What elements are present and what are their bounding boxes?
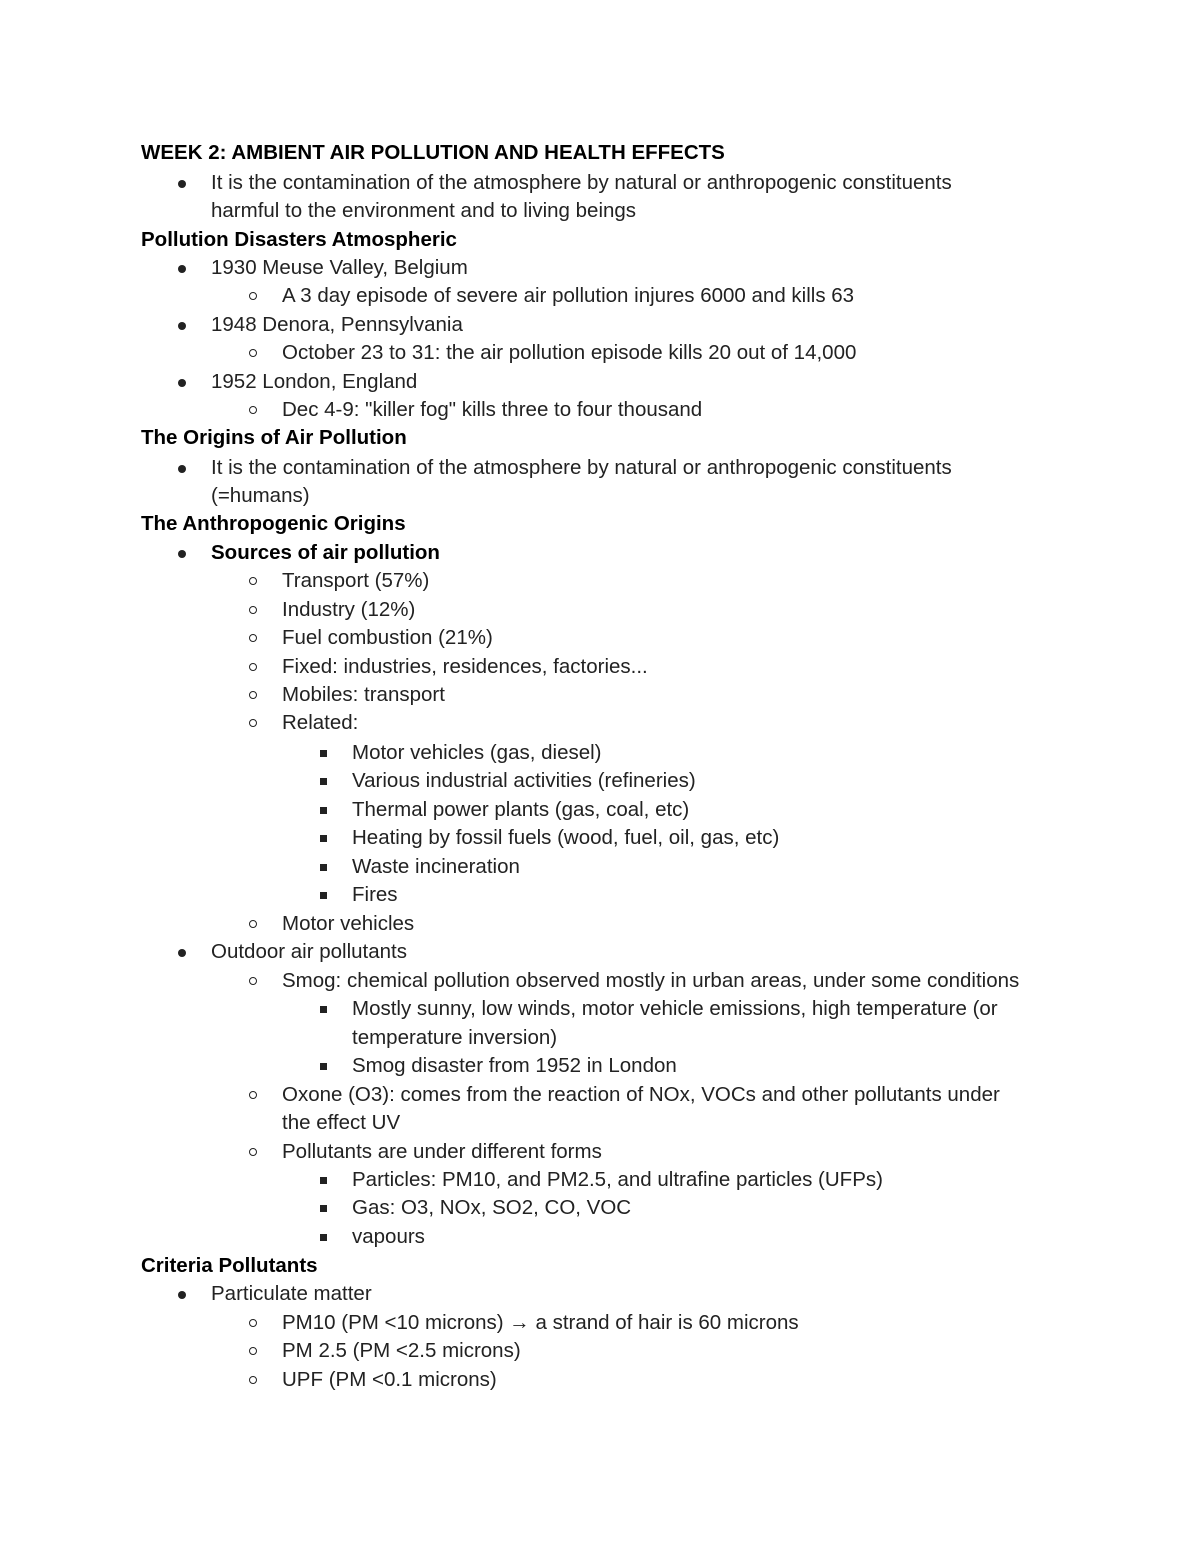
bullet-square (320, 1205, 327, 1212)
bullet-circle (249, 920, 257, 928)
bullet-circle (249, 691, 257, 699)
smog-detail: Smog disaster from 1952 in London (352, 1054, 677, 1077)
source-item: Fixed: industries, residences, factories... (282, 655, 648, 678)
source-item: Mobiles: transport (282, 683, 445, 706)
source-item: Motor vehicles (282, 912, 415, 935)
sources-heading: Sources of air pollution (211, 541, 440, 564)
pm-item: PM 2.5 (PM <2.5 microns) (282, 1339, 521, 1362)
disaster-item: 1952 London, England (211, 370, 418, 393)
disaster-detail: Dec 4-9: "killer fog" kills three to four thousand (282, 398, 703, 421)
bullet-circle (249, 1319, 257, 1327)
form-item: vapours (352, 1225, 425, 1248)
bullet-square (320, 1234, 327, 1241)
bullet-circle (249, 1091, 257, 1099)
pm-heading: Particulate matter (211, 1282, 372, 1305)
bullet-circle (249, 719, 257, 727)
ozone-line-2: the effect UV (282, 1111, 401, 1134)
disaster-detail: A 3 day episode of severe air pollution injures 6000 and kills 63 (282, 284, 855, 307)
bullet-circle (249, 292, 257, 300)
bullet-square (320, 778, 327, 785)
source-item: Transport (57%) (282, 569, 430, 592)
bullet-square (320, 1006, 327, 1013)
section-heading-anthropogenic: The Anthropogenic Origins (141, 512, 406, 535)
bullet-circle (249, 349, 257, 357)
smog-detail-line-1: Mostly sunny, low winds, motor vehicle emissions, high temperature (or (352, 997, 998, 1020)
document-title: WEEK 2: AMBIENT AIR POLLUTION AND HEALTH EFFECTS (141, 141, 725, 164)
bullet-circle (249, 977, 257, 985)
intro-line-1: It is the contamination of the atmosphere by natural or anthropogenic constituents (211, 171, 952, 194)
bullet-square (320, 892, 327, 899)
bullet-disc (178, 265, 186, 273)
pm-item: UPF (PM <0.1 microns) (282, 1368, 497, 1391)
form-item: Gas: O3, NOx, SO2, CO, VOC (352, 1196, 632, 1219)
related-item: Heating by fossil fuels (wood, fuel, oil, gas, etc) (352, 826, 780, 849)
related-item: Motor vehicles (gas, diesel) (352, 741, 602, 764)
smog-detail-line-2: temperature inversion) (352, 1026, 558, 1049)
bullet-circle (249, 634, 257, 642)
related-item: Fires (352, 883, 398, 906)
origins-text-line-1: It is the contamination of the atmosphere by natural or anthropogenic constituents (211, 456, 952, 479)
disaster-detail: October 23 to 31: the air pollution episode kills 20 out of 14,000 (282, 341, 857, 364)
forms-heading: Pollutants are under different forms (282, 1140, 602, 1163)
origins-text-line-2: (=humans) (211, 484, 310, 507)
section-heading-disasters: Pollution Disasters Atmospheric (141, 228, 457, 251)
source-item: Fuel combustion (21%) (282, 626, 493, 649)
pm-item: PM10 (PM <10 microns) → a strand of hair is 60 microns (282, 1311, 799, 1334)
bullet-circle (249, 606, 257, 614)
ozone-line-1: Oxone (O3): comes from the reaction of NOx, VOCs and other pollutants under (282, 1083, 1000, 1106)
section-heading-criteria: Criteria Pollutants (141, 1254, 318, 1277)
bullet-disc (178, 1291, 186, 1299)
smog-item: Smog: chemical pollution observed mostly in urban areas, under some conditions (282, 969, 1020, 992)
outdoor-heading: Outdoor air pollutants (211, 940, 408, 963)
related-item: Waste incineration (352, 855, 520, 878)
bullet-square (320, 807, 327, 814)
disaster-item: 1948 Denora, Pennsylvania (211, 313, 463, 336)
bullet-disc (178, 180, 186, 188)
bullet-disc (178, 550, 186, 558)
bullet-square (320, 1063, 327, 1070)
bullet-square (320, 835, 327, 842)
bullet-circle (249, 406, 257, 414)
bullet-square (320, 1177, 327, 1184)
related-item: Various industrial activities (refineries) (352, 769, 696, 792)
bullet-square (320, 864, 327, 871)
bullet-circle (249, 577, 257, 585)
bullet-disc (178, 949, 186, 957)
bullet-circle (249, 1148, 257, 1156)
bullet-circle (249, 1376, 257, 1384)
intro-line-2: harmful to the environment and to living beings (211, 199, 637, 222)
section-heading-origins: The Origins of Air Pollution (141, 426, 407, 449)
bullet-circle (249, 663, 257, 671)
bullet-square (320, 750, 327, 757)
related-item: Thermal power plants (gas, coal, etc) (352, 798, 690, 821)
bullet-circle (249, 1347, 257, 1355)
form-item: Particles: PM10, and PM2.5, and ultrafine particles (UFPs) (352, 1168, 883, 1191)
bullet-disc (178, 322, 186, 330)
bullet-disc (178, 379, 186, 387)
bullet-disc (178, 465, 186, 473)
source-item: Related: (282, 711, 359, 734)
source-item: Industry (12%) (282, 598, 416, 621)
disaster-item: 1930 Meuse Valley, Belgium (211, 256, 468, 279)
